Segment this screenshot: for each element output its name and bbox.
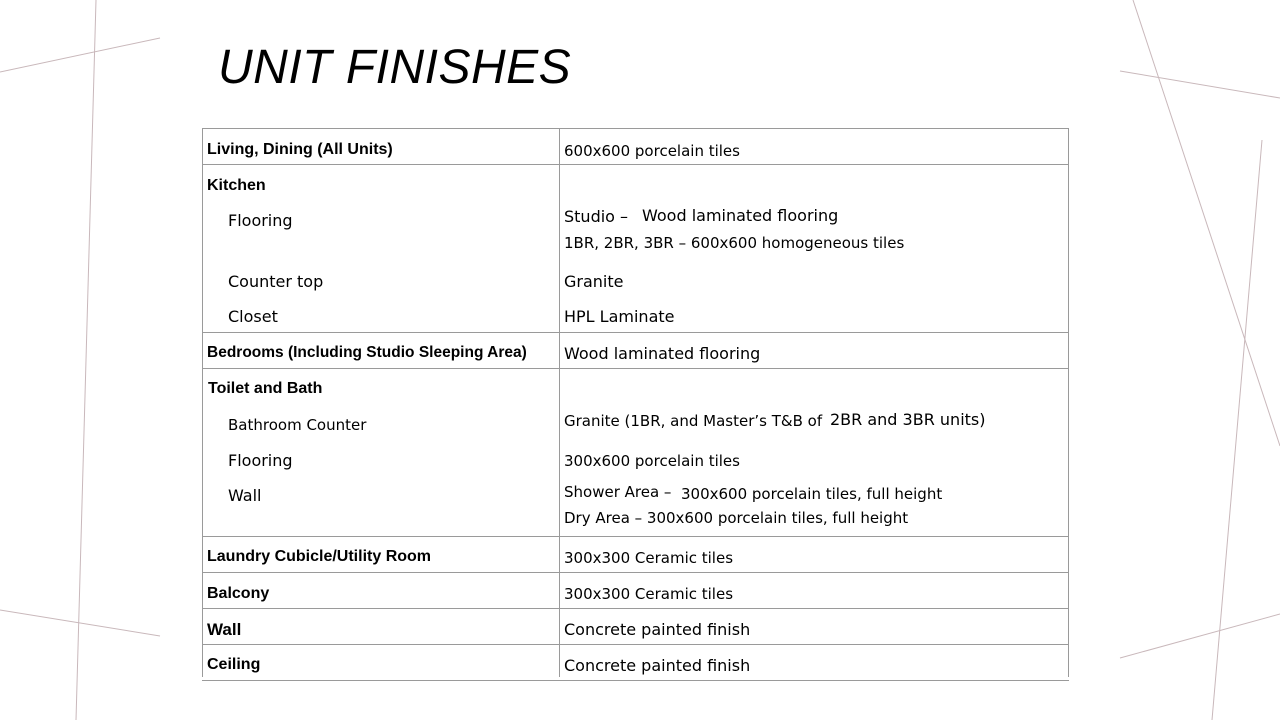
table-left-border [202, 128, 203, 677]
row-label-living: Living, Dining (All Units) [207, 141, 393, 158]
row-label-kitchen: Kitchen [207, 177, 266, 194]
kitchen-counter-label: Counter top [228, 272, 324, 291]
page-title: UNIT FINISHES [218, 41, 572, 94]
table-column-divider [559, 128, 560, 677]
toilet-flooring-label: Flooring [228, 451, 293, 470]
row-value-wall: Concrete painted finish [564, 620, 751, 639]
row-value-balcony: 300x300 Ceramic tiles [564, 585, 734, 603]
kitchen-counter-value: Granite [564, 272, 624, 291]
table-right-border [1068, 128, 1069, 677]
table-row-living [202, 129, 1069, 165]
row-value-ceiling: Concrete painted finish [564, 656, 751, 675]
row-value-laundry: 300x300 Ceramic tiles [564, 549, 734, 567]
table-row-wall [202, 609, 1069, 645]
row-value-bedrooms: Wood laminated flooring [564, 344, 761, 363]
toilet-counter-label: Bathroom Counter [228, 416, 367, 434]
kitchen-closet-value: HPL Laminate [564, 307, 675, 326]
row-label-laundry: Laundry Cubicle/Utility Room [207, 548, 432, 565]
row-label-ceiling: Ceiling [207, 656, 261, 673]
finishes-table [202, 128, 1069, 681]
table-row-toilet [202, 369, 1069, 537]
row-label-wall: Wall [207, 620, 242, 639]
table-row-ceiling [202, 645, 1069, 680]
row-value-living: 600x600 porcelain tiles [564, 142, 740, 160]
toilet-wall-label: Wall [228, 486, 262, 505]
table-row-bedrooms [202, 333, 1069, 369]
kitchen-flooring-other: 1BR, 2BR, 3BR – 600x600 homogeneous tiles [564, 234, 905, 252]
row-label-bedrooms: Bedrooms (Including Studio Sleeping Area) [207, 344, 527, 361]
toilet-flooring-value: 300x600 porcelain tiles [564, 452, 740, 470]
kitchen-flooring-studio-prefix: Studio – [564, 207, 629, 226]
row-label-toilet: Toilet and Bath [208, 380, 323, 397]
toilet-wall-dry: Dry Area – 300x600 porcelain tiles, full height [564, 509, 909, 527]
toilet-counter-value-b: 2BR and 3BR units) [830, 410, 986, 429]
table-row-laundry [202, 537, 1069, 573]
kitchen-flooring-label: Flooring [228, 211, 293, 230]
toilet-counter-value-a: Granite (1BR, and Master’s T&B of [564, 412, 823, 430]
kitchen-flooring-studio-value: Wood laminated flooring [642, 206, 839, 225]
table-row-balcony [202, 573, 1069, 609]
kitchen-closet-label: Closet [228, 307, 278, 326]
row-label-balcony: Balcony [207, 585, 270, 602]
table-row-kitchen [202, 165, 1069, 333]
toilet-wall-shower-prefix: Shower Area – [564, 483, 672, 501]
toilet-wall-shower-value: 300x600 porcelain tiles, full height [681, 485, 943, 503]
